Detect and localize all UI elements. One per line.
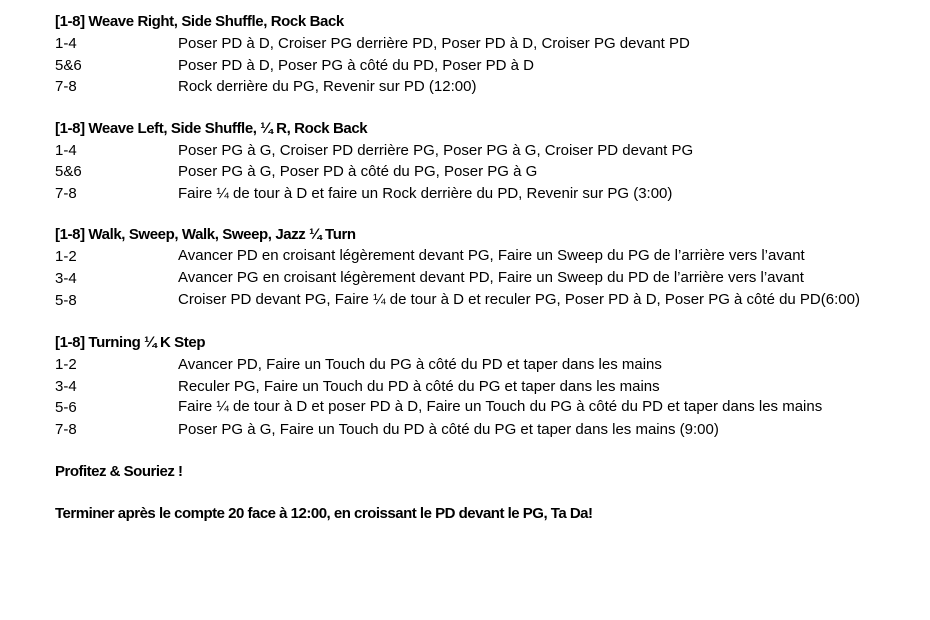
step-description: Poser PD à D, Croiser PG derrière PD, Poser PD à D, Croiser PG devant PD	[178, 35, 690, 52]
ending-note: Terminer après le compte 20 face à 12:00, en croissant le PD devant le PG, Ta Da!	[55, 504, 593, 522]
step-row	[55, 268, 915, 290]
step-count: 3-4	[55, 377, 77, 395]
section-weave-right	[55, 11, 915, 98]
step-row	[55, 161, 915, 183]
step-description: Poser PG à G, Croiser PD derrière PG, Poser PG à G, Croiser PD devant PG	[178, 141, 694, 159]
step-count: 5-8	[55, 292, 77, 309]
section-walk-sweep	[55, 224, 915, 312]
step-description: Avancer PD, Faire un Touch du PG à côté du PD et taper dans les mains	[178, 356, 662, 373]
step-row	[55, 140, 915, 162]
enjoy-note: Profitez & Souriez !	[55, 462, 183, 480]
section-heading: [1-8] Weave Right, Side Shuffle, Rock Back	[55, 13, 344, 30]
step-description: Poser PD à D, Poser PG à côté du PD, Poser PD à D	[178, 56, 534, 74]
step-count: 7-8	[55, 421, 77, 438]
step-description: Faire ¼ de tour à D et faire un Rock derrière du PD, Revenir sur PG (3:00)	[178, 184, 673, 202]
section-heading: [1-8] Walk, Sweep, Walk, Sweep, Jazz ¼ Turn	[55, 226, 356, 243]
step-row	[55, 76, 915, 98]
step-count: 7-8	[55, 78, 77, 95]
step-row	[55, 376, 915, 398]
step-count: 3-4	[55, 270, 77, 287]
step-row	[55, 246, 915, 268]
step-row	[55, 290, 915, 312]
step-count: 5-6	[55, 399, 77, 416]
step-description: Faire ¼ de tour à D et poser PD à D, Faire un Touch du PG à côté du PD et taper dans les mains	[178, 398, 823, 415]
step-description: Reculer PG, Faire un Touch du PD à côté du PG et taper dans les mains	[178, 377, 660, 395]
step-description: Avancer PD en croisant légèrement devant PG, Faire un Sweep du PG de l’arrière vers l’avant	[178, 247, 805, 264]
step-count: 1-2	[55, 248, 77, 265]
step-row	[55, 183, 915, 205]
step-description: Poser PG à G, Poser PD à côté du PG, Poser PG à G	[178, 163, 538, 180]
step-description: Avancer PG en croisant légèrement devant PD, Faire un Sweep du PD de l’arrière vers l’avant	[178, 269, 804, 286]
section-weave-left	[55, 118, 915, 205]
step-count: 5&6	[55, 56, 82, 74]
section-heading: [1-8] Turning ¼ K Step	[55, 334, 206, 351]
step-description: Croiser PD devant PG, Faire ¼ de tour à D et reculer PG, Poser PD à D, Poser PG à côté du PD(6:00)	[178, 291, 860, 308]
step-row	[55, 33, 915, 55]
section-turning-k-step	[55, 332, 915, 441]
step-count: 5&6	[55, 163, 82, 180]
step-row	[55, 354, 915, 376]
step-description: Rock derrière du PG, Revenir sur PD (12:00)	[178, 78, 477, 95]
step-count: 7-8	[55, 184, 77, 202]
step-row	[55, 55, 915, 77]
step-description: Poser PG à G, Faire un Touch du PD à côté du PG et taper dans les mains (9:00)	[178, 421, 719, 438]
step-count: 1-2	[55, 356, 77, 373]
step-count: 1-4	[55, 35, 77, 52]
section-heading: [1-8] Weave Left, Side Shuffle, ¼ R, Rock Back	[55, 119, 368, 137]
step-row	[55, 397, 915, 419]
step-row	[55, 419, 915, 441]
step-count: 1-4	[55, 141, 77, 159]
step-sheet-page	[55, 11, 915, 525]
